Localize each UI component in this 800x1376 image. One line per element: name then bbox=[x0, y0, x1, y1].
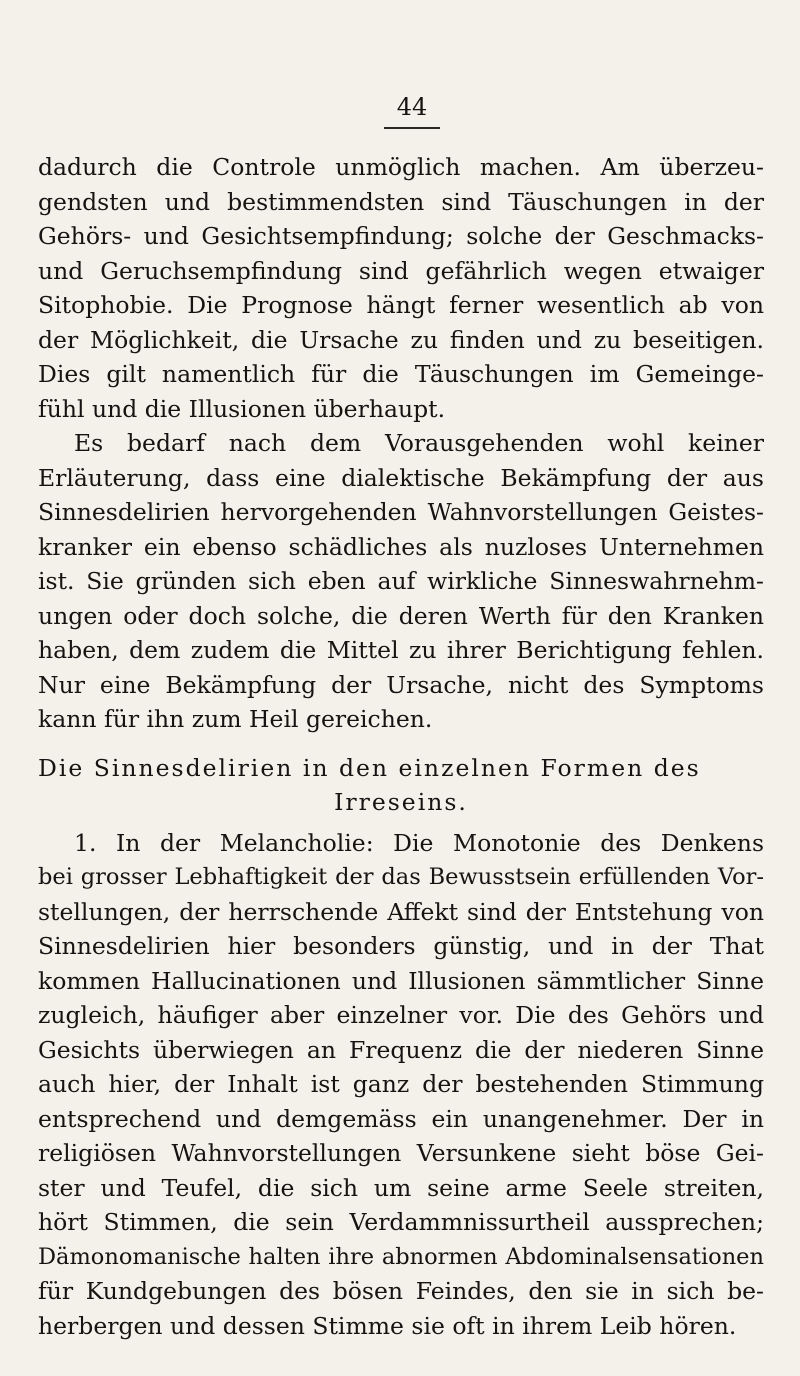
text-line: kann für ihn zum Heil gereichen. bbox=[38, 705, 433, 733]
text-line: für Kundgebungen des bösen Feindes, den sie in sich be- bbox=[38, 1277, 764, 1305]
text-line: Dämonomanische halten ihre abnormen Abdominalsensationen bbox=[38, 1243, 764, 1270]
text-line: Nur eine Bekämpfung der Ursache, nicht des Symptoms bbox=[38, 670, 764, 699]
text-line: zugleich, häufiger aber einzelner vor. Die des Gehörs und bbox=[38, 1001, 764, 1029]
page-number-rule bbox=[384, 127, 440, 129]
text-line: der Möglichkeit, die Ursache zu finden und zu beseitigen. bbox=[38, 325, 764, 354]
text-line: stellungen, der herrschende Affekt sind der Entstehung von bbox=[38, 897, 764, 926]
text-line: Sitophobie. Die Prognose hängt ferner wesentlich ab von bbox=[38, 291, 764, 319]
text-line: ist. Sie gründen sich eben auf wirkliche Sinneswahrnehm- bbox=[38, 567, 764, 595]
text-line: fühl und die Illusionen überhaupt. bbox=[38, 394, 446, 423]
text-line: und Geruchsempfindung sind gefährlich wegen etwaiger bbox=[38, 256, 764, 285]
text-line: entsprechend und demgemäss ein unangenehmer. Der in bbox=[38, 1104, 764, 1133]
text-line: hört Stimmen, die sein Verdammnissurtheil aussprechen; bbox=[38, 1208, 764, 1236]
text-line: Erläuterung, dass eine dialektische Bekämpfung der aus bbox=[38, 463, 764, 492]
text-line: 1. In der Melancholie: Die Monotonie des Denkens bbox=[74, 828, 764, 857]
section-heading: Irreseins. bbox=[334, 788, 468, 816]
text-line: Es bedarf nach dem Vorausgehenden wohl keiner bbox=[74, 429, 764, 457]
text-line: Gehörs- und Gesichtsempfindung; solche der Geschmacks- bbox=[38, 222, 764, 250]
text-line: herbergen und dessen Stimme sie oft in ihrem Leib hören. bbox=[38, 1311, 737, 1340]
text-line: bei grosser Lebhaftigkeit der das Bewusstsein erfüllenden Vor- bbox=[38, 864, 764, 890]
text-line: Sinnesdelirien hier besonders günstig, und in der That bbox=[38, 932, 764, 960]
text-line: religiösen Wahnvorstellungen Versunkene sieht böse Gei- bbox=[38, 1139, 764, 1167]
section-heading: Die Sinnesdelirien in den einzelnen Formen des bbox=[38, 753, 701, 782]
text-line: Dies gilt namentlich für die Täuschungen im Gemeinge- bbox=[38, 360, 764, 388]
page-number: 44 bbox=[396, 93, 428, 121]
text-line: haben, dem zudem die Mittel zu ihrer Berichtigung fehlen. bbox=[38, 636, 764, 664]
text-line: Gesichts überwiegen an Frequenz die der niederen Sinne bbox=[38, 1035, 764, 1064]
text-line: kranker ein ebenso schädliches als nuzloses Unternehmen bbox=[38, 532, 764, 561]
body-text bbox=[38, 150, 764, 1343]
text-line: ster und Teufel, die sich um seine arme Seele streiten, bbox=[38, 1173, 764, 1202]
text-line: kommen Hallucinationen und Illusionen sämmtlicher Sinne bbox=[38, 966, 764, 995]
text-line: gendsten und bestimmendsten sind Täuschungen in der bbox=[38, 187, 764, 216]
text-line: auch hier, der Inhalt ist ganz der bestehenden Stimmung bbox=[38, 1070, 764, 1098]
text-line: ungen oder doch solche, die deren Werth für den Kranken bbox=[38, 601, 764, 630]
text-line: dadurch die Controle unmöglich machen. Am überzeu- bbox=[38, 153, 764, 181]
section-gap bbox=[38, 737, 764, 751]
text-line: Sinnesdelirien hervorgehenden Wahnvorstellungen Geistes- bbox=[38, 498, 764, 526]
